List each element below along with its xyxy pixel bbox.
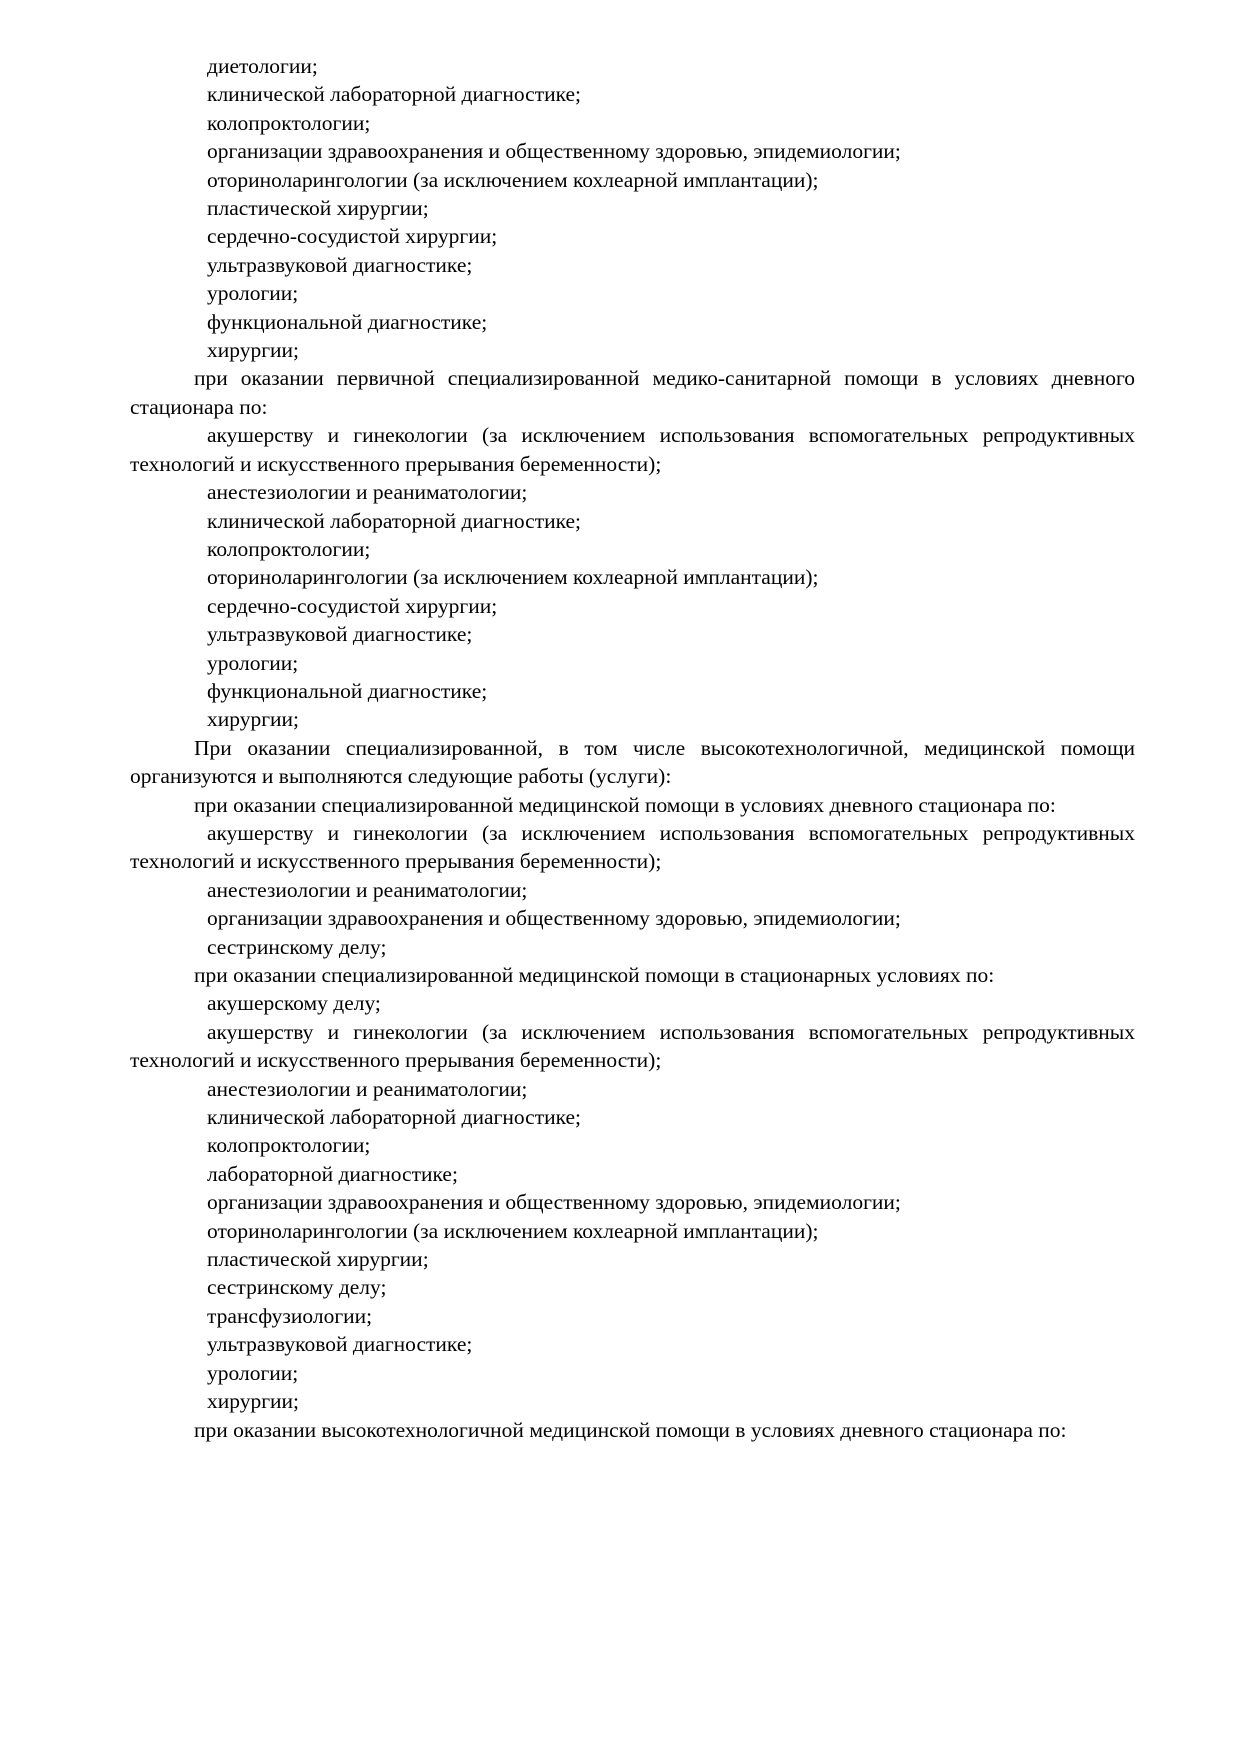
service-item: оториноларингологии (за исключением кохлеарной имплантации);	[207, 565, 819, 590]
service-item: функциональной диагностике;	[207, 309, 488, 334]
service-item: урологии;	[207, 650, 299, 675]
service-item: клинической лабораторной диагностике;	[207, 1105, 582, 1130]
service-item: колопроктологии;	[207, 1133, 371, 1158]
service-item: клинической лабораторной диагностике;	[207, 82, 582, 107]
service-item: анестезиологии и реаниматологии;	[207, 877, 528, 902]
service-item: анестезиологии и реаниматологии;	[207, 1076, 528, 1101]
service-item: колопроктологии;	[207, 110, 371, 135]
service-item: урологии;	[207, 1360, 299, 1385]
service-item: ультразвуковой диагностике;	[207, 252, 473, 277]
service-item: хирургии;	[207, 707, 300, 732]
service-item: акушерству и гинекологии (за исключением использования вспомогательных репродуктивных технологий и искусственного прерывания беременности);	[130, 423, 1135, 476]
service-item: хирургии;	[207, 1389, 300, 1414]
service-item: функциональной диагностике;	[207, 678, 488, 703]
service-item: анестезиологии и реаниматологии;	[207, 480, 528, 505]
service-item: ультразвуковой диагностике;	[207, 1332, 473, 1357]
service-item: оториноларингологии (за исключением кохлеарной имплантации);	[207, 167, 819, 192]
service-item: акушерству и гинекологии (за исключением использования вспомогательных репродуктивных технологий и искусственного прерывания беременности);	[130, 820, 1135, 874]
service-item: акушерству и гинекологии (за исключением использования вспомогательных репродуктивных технологий и искусственного прерывания беременности);	[130, 1019, 1135, 1073]
service-item: ультразвуковой диагностике;	[207, 622, 473, 647]
service-item: пластической хирургии;	[207, 196, 429, 221]
section-paragraph: при оказании высокотехнологичной медицинской помощи в условиях дневного стационара по:	[194, 1417, 1067, 1442]
service-item: трансфузиологии;	[207, 1303, 373, 1328]
service-item: сестринскому делу;	[207, 934, 387, 959]
section-paragraph: При оказании специализированной, в том числе высокотехнологичной, медицинской помощи организуются и выполняются следующие работы (услуги):	[130, 735, 1135, 789]
service-item: организации здравоохранения и общественному здоровью, эпидемиологии;	[207, 906, 901, 931]
service-item: клинической лабораторной диагностике;	[207, 508, 582, 533]
service-item: организации здравоохранения и общественному здоровью, эпидемиологии;	[207, 1190, 901, 1215]
service-item: сердечно-сосудистой хирургии;	[207, 224, 498, 249]
text-column	[130, 52, 1135, 1444]
service-item: хирургии;	[207, 338, 300, 363]
service-item: сестринскому делу;	[207, 1275, 387, 1300]
service-item: оториноларингологии (за исключением кохлеарной имплантации);	[207, 1218, 819, 1243]
service-item: диетологии;	[207, 54, 318, 78]
service-item: пластической хирургии;	[207, 1247, 429, 1272]
section-paragraph: при оказании специализированной медицинской помощи в условиях дневного стационара по:	[194, 792, 1056, 817]
service-item: сердечно-сосудистой хирургии;	[207, 593, 498, 618]
service-item: лабораторной диагностике;	[207, 1161, 458, 1186]
section-paragraph: при оказании первичной специализированной медико-санитарной помощи в условиях дневного стационара по:	[130, 366, 1135, 419]
section-paragraph: при оказании специализированной медицинской помощи в стационарных условиях по:	[194, 963, 995, 987]
service-item: акушерскому делу;	[207, 991, 381, 1016]
service-item: организации здравоохранения и общественному здоровью, эпидемиологии;	[207, 139, 901, 164]
service-item: урологии;	[207, 281, 299, 306]
service-item: колопроктологии;	[207, 536, 371, 561]
